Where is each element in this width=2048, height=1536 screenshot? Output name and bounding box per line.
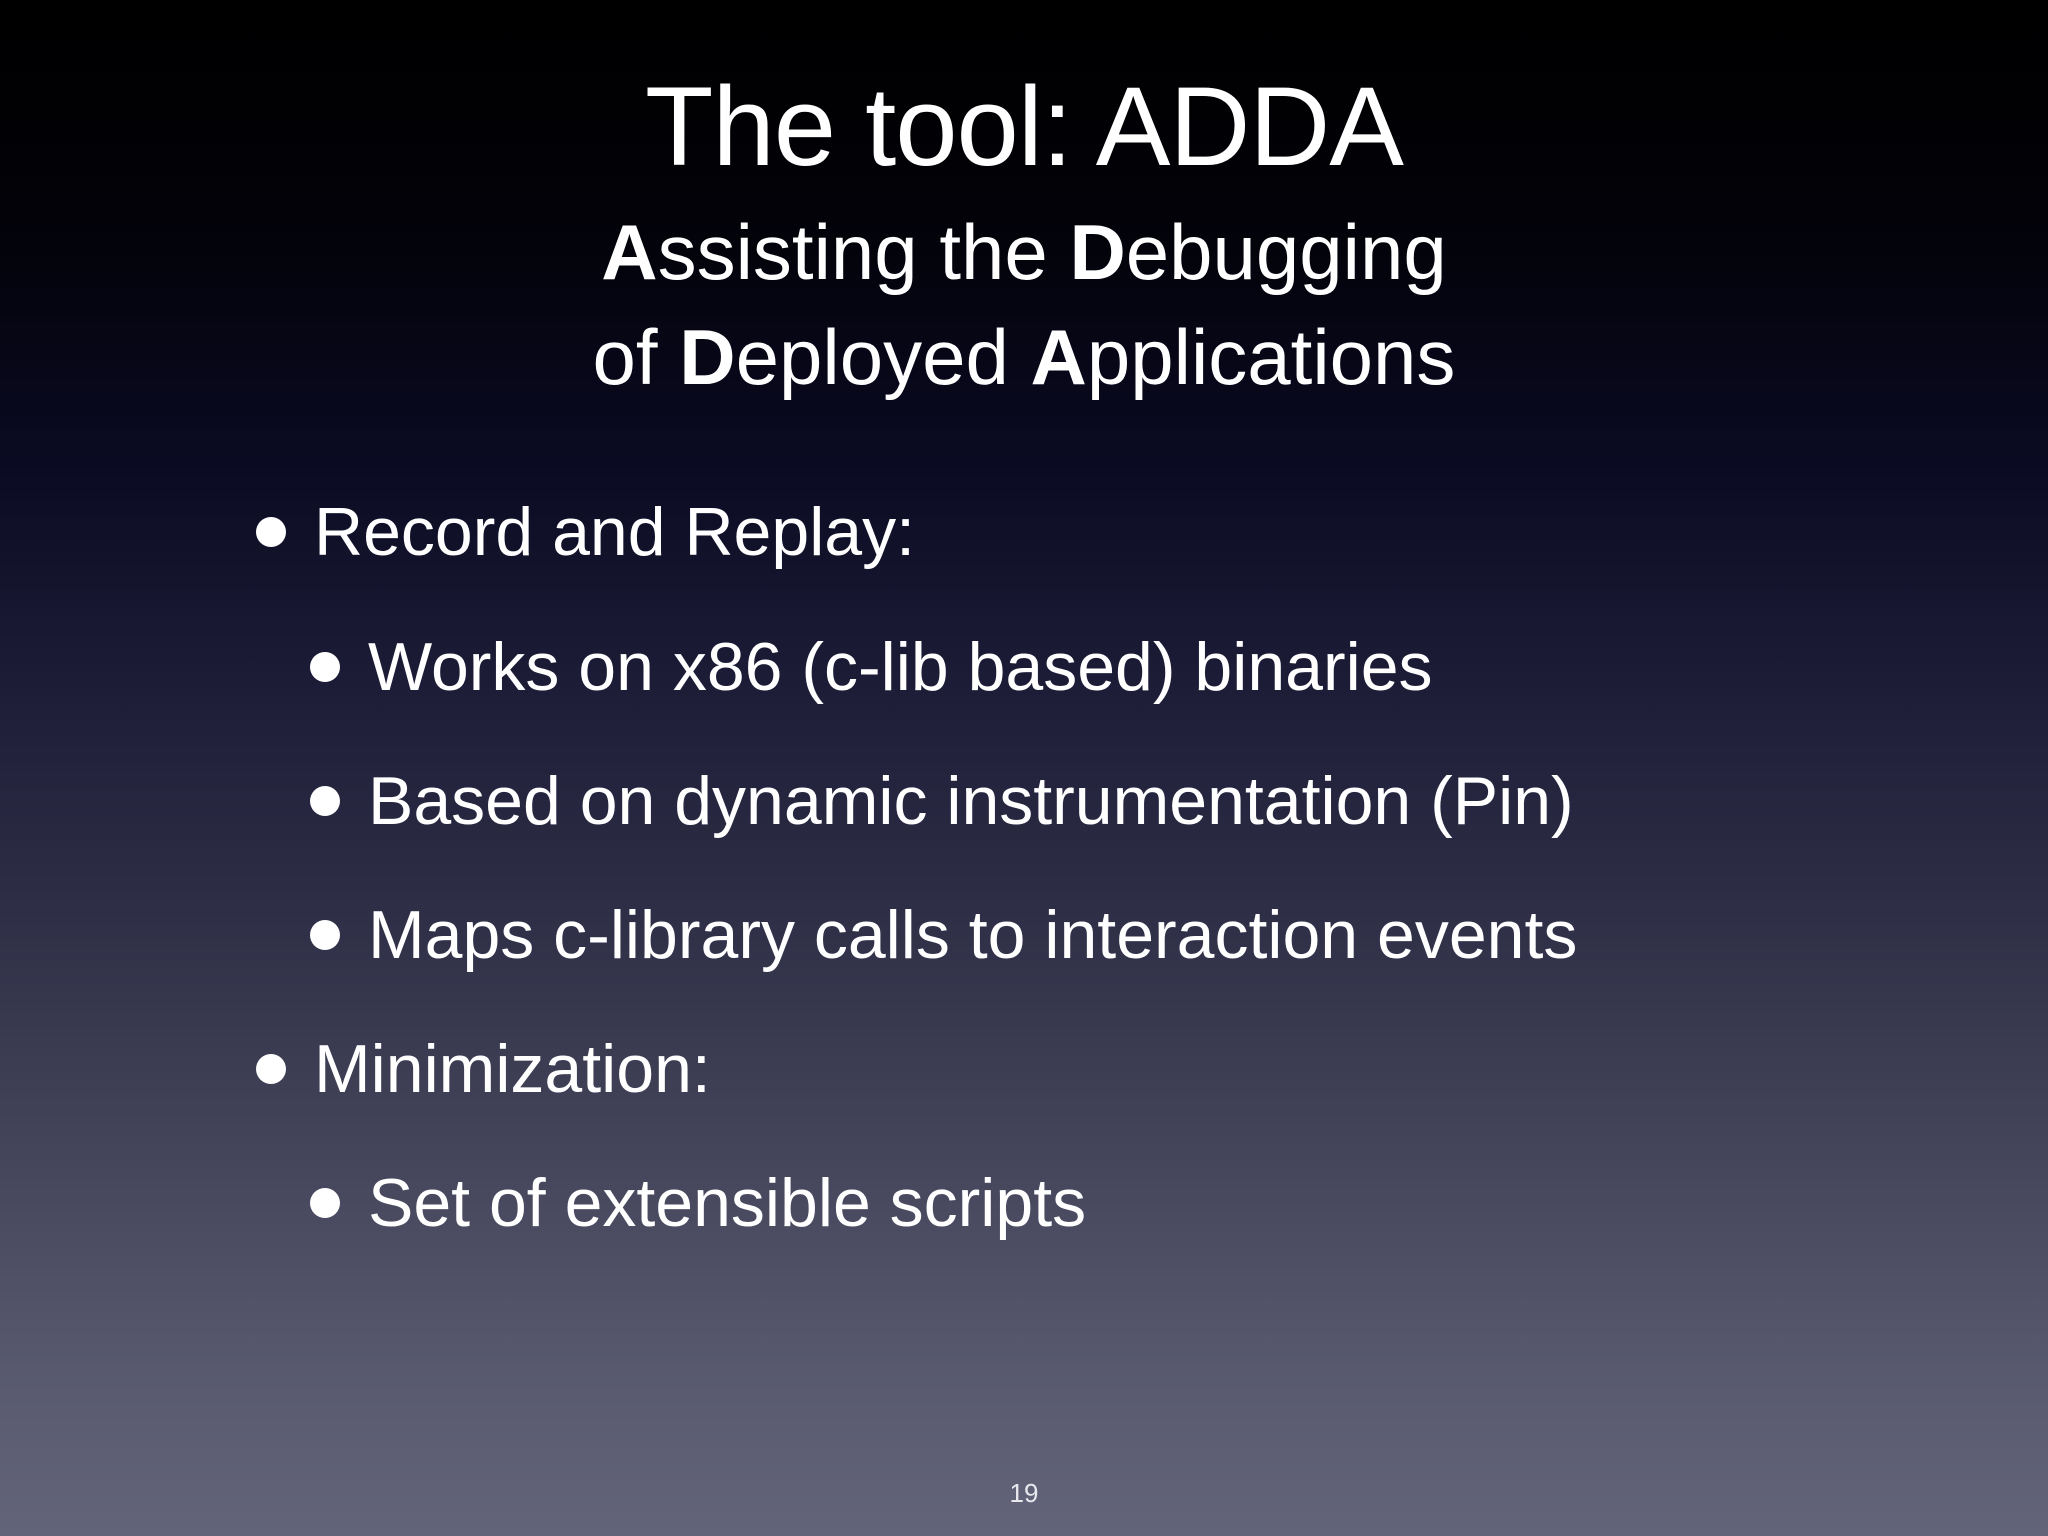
bullet-dot-icon bbox=[310, 920, 340, 950]
subtitle-initial-a: A bbox=[601, 208, 658, 296]
subtitle-initial-a: A bbox=[1030, 313, 1087, 401]
bullet-item-level-1 bbox=[256, 1029, 711, 1109]
bullet-text: Works on x86 (c-lib based) binaries bbox=[368, 629, 1433, 705]
subtitle-text: of bbox=[592, 313, 680, 401]
subtitle-text: pplications bbox=[1086, 313, 1456, 401]
bullet-dot-icon bbox=[256, 517, 286, 547]
page-number: 19 bbox=[1009, 1478, 1039, 1508]
subtitle-text: ebugging bbox=[1125, 208, 1447, 296]
bullet-dot-icon bbox=[310, 1188, 340, 1218]
bullet-dot-icon bbox=[310, 652, 340, 682]
bullet-item-level-2 bbox=[310, 1163, 1086, 1243]
bullet-text: Record and Replay: bbox=[314, 494, 916, 570]
bullet-item-level-2 bbox=[310, 627, 1433, 707]
subtitle-text: ssisting the bbox=[657, 208, 1070, 296]
slide-subtitle-line-1 bbox=[0, 202, 2048, 302]
bullet-dot-icon bbox=[256, 1054, 286, 1084]
bullet-item-level-1 bbox=[256, 492, 915, 572]
bullet-text: Based on dynamic instrumentation (Pin) bbox=[368, 763, 1574, 839]
bullet-text: Maps c-library calls to interaction events bbox=[368, 897, 1578, 973]
slide-subtitle-line-2 bbox=[0, 307, 2048, 407]
bullet-item-level-2 bbox=[310, 761, 1574, 841]
subtitle-initial-d: D bbox=[679, 313, 736, 401]
bullet-text: Minimization: bbox=[314, 1031, 711, 1107]
subtitle-text: eployed bbox=[735, 313, 1031, 401]
bullet-dot-icon bbox=[310, 786, 340, 816]
slide-title: The tool: ADDA bbox=[645, 64, 1403, 189]
bullet-text: Set of extensible scripts bbox=[368, 1165, 1087, 1241]
subtitle-initial-d: D bbox=[1069, 208, 1126, 296]
bullet-item-level-2 bbox=[310, 895, 1577, 975]
